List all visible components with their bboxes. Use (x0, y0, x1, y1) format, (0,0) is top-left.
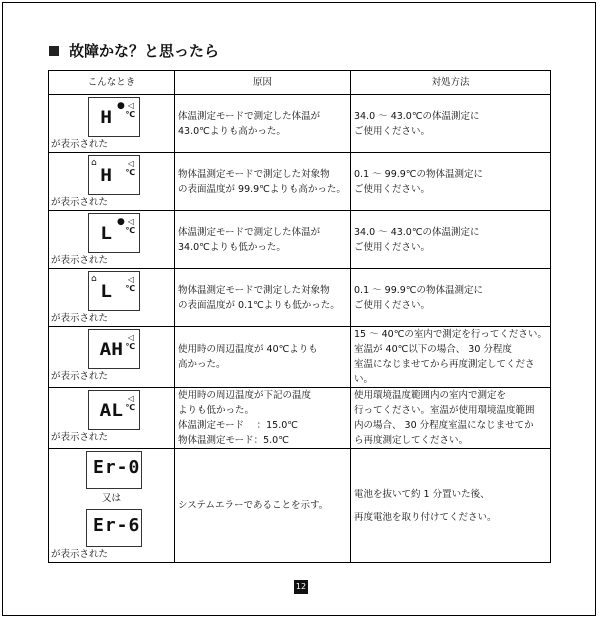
remedy-line: ご使用ください。 (354, 299, 431, 311)
shown-label: が表示された (51, 371, 109, 382)
cause-line: 体温測定モードで測定した体温が (178, 110, 321, 122)
remedy-cell (351, 211, 551, 269)
lcd-display (88, 329, 140, 369)
remedy-line: 15 ～ 40℃の室内で測定を行ってください。 (354, 329, 547, 340)
cause-line: 使用時の周辺温度が 40℃よりも (178, 344, 318, 355)
cause-line: 物体温測定モード：5.0℃ (178, 435, 289, 446)
cause-line: 物体温測定モードで測定した対象物 (178, 168, 330, 180)
cause-line: 使用時の周辺温度が下記の温度 (178, 390, 312, 401)
cause-line: 高かった。 (178, 359, 226, 370)
lcd-readout: AH (99, 340, 124, 360)
celsius-unit: ℃ (125, 403, 135, 412)
shown-label: が表示された (51, 255, 109, 266)
cause-cell (175, 269, 351, 327)
table-row (49, 153, 551, 211)
shown-label: が表示された (51, 313, 109, 324)
body-mode-icon: ● (117, 217, 125, 227)
cause-line: 体温測定モードで測定した体温が (178, 226, 321, 238)
remedy-line: 内の場合、 30 分程度室温になじませてか (354, 420, 534, 431)
when-cell (49, 449, 175, 563)
remedy-line: 34.0 ～ 43.0℃の体温測定に (354, 110, 480, 122)
remedy-line: 再度電池を取り付けてください。 (354, 511, 497, 523)
speaker-icon: ◁ (127, 394, 134, 403)
remedy-line: 0.1 ～ 99.9℃の物体温測定に (354, 168, 483, 180)
lcd-readout: L (100, 282, 113, 302)
remedy-cell (351, 95, 551, 153)
header-remedy: 対処方法 (351, 71, 551, 95)
when-cell (49, 211, 175, 269)
lcd-readout: L (100, 224, 113, 244)
celsius-unit: ℃ (125, 226, 135, 235)
table-row (49, 449, 551, 563)
remedy-cell (351, 153, 551, 211)
when-cell (49, 153, 175, 211)
or-label: 又は (101, 493, 121, 504)
speaker-icon: ◁ (127, 333, 134, 342)
lcd-display (88, 271, 140, 311)
lcd-display (88, 213, 140, 253)
lcd-readout: H (100, 108, 113, 128)
celsius-unit: ℃ (125, 110, 135, 119)
remedy-line: 34.0 ～ 43.0℃の体温測定に (354, 226, 480, 238)
lcd-display (88, 390, 140, 430)
section-title (49, 40, 219, 61)
lcd-display (88, 97, 140, 137)
lcd-readout: AL (99, 401, 124, 421)
cause-line: の表面温度が 99.9℃よりも高かった。 (178, 183, 346, 195)
lcd-display (88, 155, 140, 195)
remedy-cell (351, 388, 551, 449)
cause-cell (175, 327, 351, 388)
lcd-display (86, 451, 142, 489)
speaker-icon: ◁ (127, 217, 134, 226)
remedy-cell (351, 449, 551, 563)
cause-line: の表面温度が 0.1℃よりも低かった。 (178, 299, 340, 311)
when-cell (49, 327, 175, 388)
object-mode-icon: ⌂ (91, 158, 97, 168)
troubleshooting-table (48, 70, 551, 563)
shown-label: が表示された (51, 197, 109, 208)
cause-line: 体温測定モード ：15.0℃ (178, 420, 298, 431)
celsius-unit: ℃ (125, 284, 135, 293)
remedy-line: ご使用ください。 (354, 241, 431, 253)
table-row (49, 95, 551, 153)
when-cell (49, 388, 175, 449)
cause-cell (175, 153, 351, 211)
speaker-icon: ◁ (127, 101, 134, 110)
table-row (49, 211, 551, 269)
header-when: こんなとき (49, 71, 175, 95)
celsius-unit: ℃ (125, 168, 135, 177)
section-title-text: 故障かな？と思ったら (69, 42, 220, 60)
remedy-cell (351, 269, 551, 327)
body-mode-icon: ● (117, 101, 125, 111)
when-cell (49, 95, 175, 153)
cause-cell (175, 211, 351, 269)
cause-cell (175, 388, 351, 449)
cause-line: 物体温測定モードで測定した対象物 (178, 284, 330, 296)
cause-cell (175, 95, 351, 153)
page-number: 12 (294, 580, 308, 594)
lcd-readout: H (100, 166, 113, 186)
remedy-line: ご使用ください。 (354, 183, 431, 195)
shown-label: が表示された (51, 432, 109, 443)
remedy-line: ご使用ください。 (354, 125, 431, 137)
object-mode-icon: ⌂ (91, 274, 97, 284)
remedy-line: 使用環境温度範囲内の室内で測定を (354, 390, 507, 401)
speaker-icon: ◁ (127, 275, 134, 284)
cause-cell (175, 449, 351, 563)
cause-line: よりも低かった。 (178, 405, 255, 416)
remedy-line: ら再度測定してください。 (354, 435, 469, 446)
speaker-icon: ◁ (127, 159, 134, 168)
lcd-readout: Er-6 (93, 515, 141, 536)
when-cell (49, 269, 175, 327)
lcd-readout: Er-0 (93, 457, 141, 478)
remedy-line: 室温が 40℃以下の場合、 30 分程度 (354, 344, 512, 355)
cause-line: システムエラーであることを示す。 (178, 500, 329, 511)
remedy-line: 行ってください。室温が使用環境温度範囲 (354, 405, 535, 416)
table-row (49, 388, 551, 449)
square-bullet-icon (49, 46, 59, 56)
table-row (49, 269, 551, 327)
lcd-display (86, 509, 142, 547)
shown-label: が表示された (51, 549, 109, 560)
table-header-row (49, 71, 551, 95)
remedy-line: 室温になじませてから再度測定してください。 (354, 359, 535, 385)
table-row (49, 327, 551, 388)
remedy-line: 電池を抜いて約 1 分置いた後、 (354, 488, 490, 500)
remedy-line: 0.1 ～ 99.9℃の物体温測定に (354, 284, 483, 296)
cause-line: 43.0℃よりも高かった。 (178, 125, 286, 137)
remedy-cell (351, 327, 551, 388)
shown-label: が表示された (51, 139, 109, 150)
header-cause: 原因 (175, 71, 351, 95)
cause-line: 34.0℃よりも低かった。 (178, 241, 286, 253)
celsius-unit: ℃ (125, 342, 135, 351)
